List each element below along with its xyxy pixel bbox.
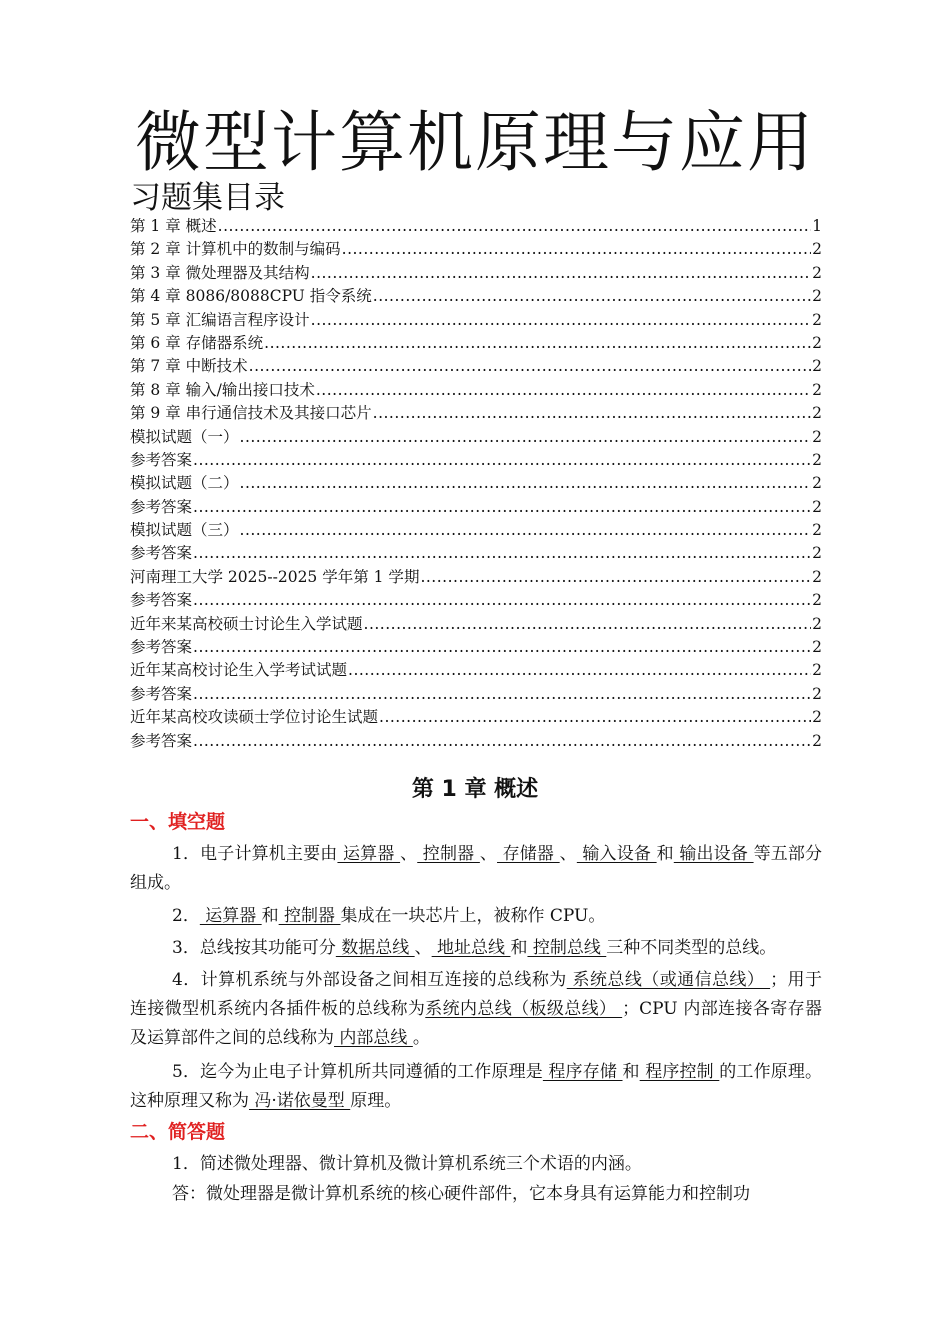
question-text: 、 xyxy=(400,844,418,864)
toc-entry-label: 参考答案 xyxy=(130,638,193,657)
answer-blank: 控制总线 xyxy=(527,938,607,958)
toc-leader-dots xyxy=(311,309,811,332)
toc-entry[interactable] xyxy=(130,613,822,636)
toc-entry-page: 2 xyxy=(812,450,822,469)
toc-entry-page: 2 xyxy=(812,591,822,610)
question-text: ；用于连接微型机系统内各插件板的总线称为 xyxy=(130,970,822,1019)
toc-entry[interactable] xyxy=(130,542,822,565)
toc-entry[interactable] xyxy=(130,309,822,332)
toc-leader-dots xyxy=(373,402,811,425)
toc-entry[interactable] xyxy=(130,426,822,449)
toc-entry-page: 2 xyxy=(812,287,822,306)
toc-leader-dots xyxy=(193,636,811,659)
toc-leader-dots xyxy=(218,215,811,238)
toc-entry-label: 参考答案 xyxy=(130,731,193,750)
toc-leader-dots xyxy=(264,332,811,355)
answer-blank: 程序控制 xyxy=(639,1062,720,1082)
question-text: 和 xyxy=(510,938,528,958)
toc-entry-page: 2 xyxy=(812,240,822,259)
toc-entry-page: 2 xyxy=(812,427,822,446)
toc-leader-dots xyxy=(240,426,812,449)
question-text: 集成在一块芯片上，被称作 CPU。 xyxy=(340,906,606,926)
toc-leader-dots xyxy=(240,519,812,542)
toc-entry-page: 2 xyxy=(812,263,822,282)
toc-entry[interactable] xyxy=(130,496,822,519)
toc-leader-dots xyxy=(193,496,811,519)
question-text: 和 xyxy=(261,906,279,926)
question-text: 。 xyxy=(412,1028,430,1048)
answer-blank: 内部总线 xyxy=(334,1028,413,1048)
answer-blank: 系统内总线（板级总线） xyxy=(425,999,623,1019)
toc-entry-label: 模拟试题（二） xyxy=(130,474,239,493)
toc-entry[interactable] xyxy=(130,215,822,238)
short-answer-answer-1: 答：微处理器是微计算机系统的核心硬件部件，它本身具有运算能力和控制功 xyxy=(172,1184,750,1204)
question-2 xyxy=(130,902,822,931)
toc-entry[interactable] xyxy=(130,332,822,355)
short-answer-question-1: 1．简述微处理器、微计算机及微计算机系统三个术语的内涵。 xyxy=(172,1154,642,1174)
toc-entry-page: 2 xyxy=(812,474,822,493)
question-4 xyxy=(130,966,822,1053)
section-heading-fill-in: 一、填空题 xyxy=(130,811,226,833)
answer-blank: 数据总线 xyxy=(335,938,415,958)
toc-leader-dots xyxy=(193,683,811,706)
toc-leader-dots xyxy=(193,730,811,753)
question-text: 4．计算机系统与外部设备之间相互连接的总线称为 xyxy=(172,970,567,990)
question-text: 3．总线按其功能可分 xyxy=(172,938,336,958)
table-of-contents xyxy=(130,215,822,753)
toc-entry-page: 2 xyxy=(812,614,822,633)
question-text: 的工作原理。这种原理又称为 xyxy=(130,1062,822,1111)
toc-entry-label: 第 4 章 8086/8088CPU 指令系统 xyxy=(130,287,372,306)
toc-entry-label: 第 6 章 存储器系统 xyxy=(130,333,264,352)
question-text: 、 xyxy=(559,844,577,864)
toc-entry-label: 近年某高校攻读硕士学位讨论生试题 xyxy=(130,708,379,727)
toc-entry-label: 参考答案 xyxy=(130,591,193,610)
toc-entry-page: 2 xyxy=(812,731,822,750)
question-text: 原理。 xyxy=(350,1091,402,1111)
chapter-title: 第 1 章 概述 xyxy=(411,777,539,802)
question-text: 和 xyxy=(622,1062,640,1082)
toc-entry[interactable] xyxy=(130,355,822,378)
toc-entry-label: 近年某高校讨论生入学考试试题 xyxy=(130,661,348,680)
toc-entry-label: 第 2 章 计算机中的数制与编码 xyxy=(130,240,341,259)
toc-entry[interactable] xyxy=(130,285,822,308)
question-text: 等五部分组成。 xyxy=(130,844,823,893)
toc-entry[interactable] xyxy=(130,659,822,682)
toc-entry-page: 2 xyxy=(812,661,822,680)
answer-blank: 存储器 xyxy=(497,844,560,864)
toc-entry-page: 2 xyxy=(812,380,822,399)
toc-heading: 习题集目录 xyxy=(130,180,285,216)
toc-entry-page: 2 xyxy=(812,638,822,657)
section-heading-short-answer: 二、简答题 xyxy=(130,1121,226,1143)
answer-blank: 系统总线（或通信总线） xyxy=(566,970,771,990)
question-text: 5．迄今为止电子计算机所共同遵循的工作原理是 xyxy=(172,1062,543,1082)
toc-entry[interactable] xyxy=(130,519,822,542)
answer-blank: 输入设备 xyxy=(576,844,657,864)
toc-entry-page: 2 xyxy=(812,497,822,516)
toc-entry-label: 第 1 章 概述 xyxy=(130,217,217,235)
question-text: ；CPU 内部连接各寄存器及运算部件之间的总线称为 xyxy=(130,999,822,1048)
toc-entry-label: 模拟试题（三） xyxy=(130,521,239,540)
toc-entry-label: 第 9 章 串行通信技术及其接口芯片 xyxy=(130,404,372,423)
toc-entry[interactable] xyxy=(130,636,822,659)
toc-entry-label: 第 3 章 微处理器及其结构 xyxy=(130,263,310,282)
question-5 xyxy=(130,1058,822,1116)
toc-entry-page: 2 xyxy=(812,567,822,586)
toc-leader-dots xyxy=(311,262,811,285)
toc-leader-dots xyxy=(316,379,811,402)
toc-entry[interactable] xyxy=(130,566,822,589)
toc-entry-label: 参考答案 xyxy=(130,450,193,469)
toc-entry-page: 2 xyxy=(812,544,822,563)
toc-entry-page: 1 xyxy=(812,217,822,235)
toc-entry-label: 模拟试题（一） xyxy=(130,427,239,446)
toc-entry-label: 第 8 章 输入/输出接口技术 xyxy=(130,380,315,399)
toc-entry[interactable] xyxy=(130,589,822,612)
toc-leader-dots xyxy=(193,449,811,472)
question-text: 、 xyxy=(479,844,498,864)
question-text: 和 xyxy=(656,844,674,864)
answer-blank: 输出设备 xyxy=(673,844,754,864)
toc-leader-dots xyxy=(240,472,812,495)
question-text: 2． xyxy=(172,906,200,926)
question-text: 三种不同类型的总线。 xyxy=(606,938,777,958)
toc-entry[interactable] xyxy=(130,706,822,729)
toc-entry-page: 2 xyxy=(812,708,822,727)
toc-leader-dots xyxy=(379,706,811,729)
toc-entry-label: 参考答案 xyxy=(130,684,193,703)
toc-entry[interactable] xyxy=(130,683,822,706)
toc-leader-dots xyxy=(249,355,811,378)
question-1 xyxy=(130,840,822,898)
toc-entry-page: 2 xyxy=(812,521,822,540)
toc-leader-dots xyxy=(342,238,811,261)
toc-leader-dots xyxy=(193,589,811,612)
answer-blank: 控制器 xyxy=(417,844,480,864)
toc-leader-dots xyxy=(364,613,812,636)
toc-entry-label: 近年来某高校硕士讨论生入学试题 xyxy=(130,614,363,633)
question-text: 、 xyxy=(414,938,432,958)
toc-leader-dots xyxy=(348,659,811,682)
answer-blank: 运算器 xyxy=(337,844,401,864)
toc-entry-page: 2 xyxy=(812,333,822,352)
answer-blank: 运算器 xyxy=(199,906,262,926)
toc-entry-label: 第 5 章 汇编语言程序设计 xyxy=(130,310,310,329)
toc-entry-label: 参考答案 xyxy=(130,544,193,563)
toc-entry[interactable] xyxy=(130,238,822,261)
toc-entry[interactable] xyxy=(130,402,822,425)
toc-entry[interactable] xyxy=(130,379,822,402)
question-text: 1．电子计算机主要由 xyxy=(172,844,338,864)
toc-entry-label: 参考答案 xyxy=(130,497,193,516)
document-title: 微型计算机原理与应用 xyxy=(135,104,815,181)
toc-entry-page: 2 xyxy=(812,684,822,703)
toc-entry[interactable] xyxy=(130,262,822,285)
toc-entry[interactable] xyxy=(130,730,822,753)
toc-leader-dots xyxy=(373,285,811,308)
toc-leader-dots xyxy=(193,542,811,565)
toc-entry-label: 第 7 章 中断技术 xyxy=(130,357,248,376)
answer-blank: 地址总线 xyxy=(431,938,511,958)
answer-blank: 程序存储 xyxy=(542,1062,623,1082)
toc-entry-label: 河南理工大学 2025--2025 学年第 1 学期 xyxy=(130,567,420,586)
toc-entry[interactable] xyxy=(130,449,822,472)
toc-entry-page: 2 xyxy=(812,404,822,423)
answer-blank: 冯·诺依曼型 xyxy=(249,1091,351,1111)
toc-entry[interactable] xyxy=(130,472,822,495)
answer-blank: 控制器 xyxy=(278,906,341,926)
toc-entry-page: 2 xyxy=(812,310,822,329)
toc-leader-dots xyxy=(420,566,811,589)
toc-entry-page: 2 xyxy=(812,357,822,376)
question-3 xyxy=(130,934,822,963)
